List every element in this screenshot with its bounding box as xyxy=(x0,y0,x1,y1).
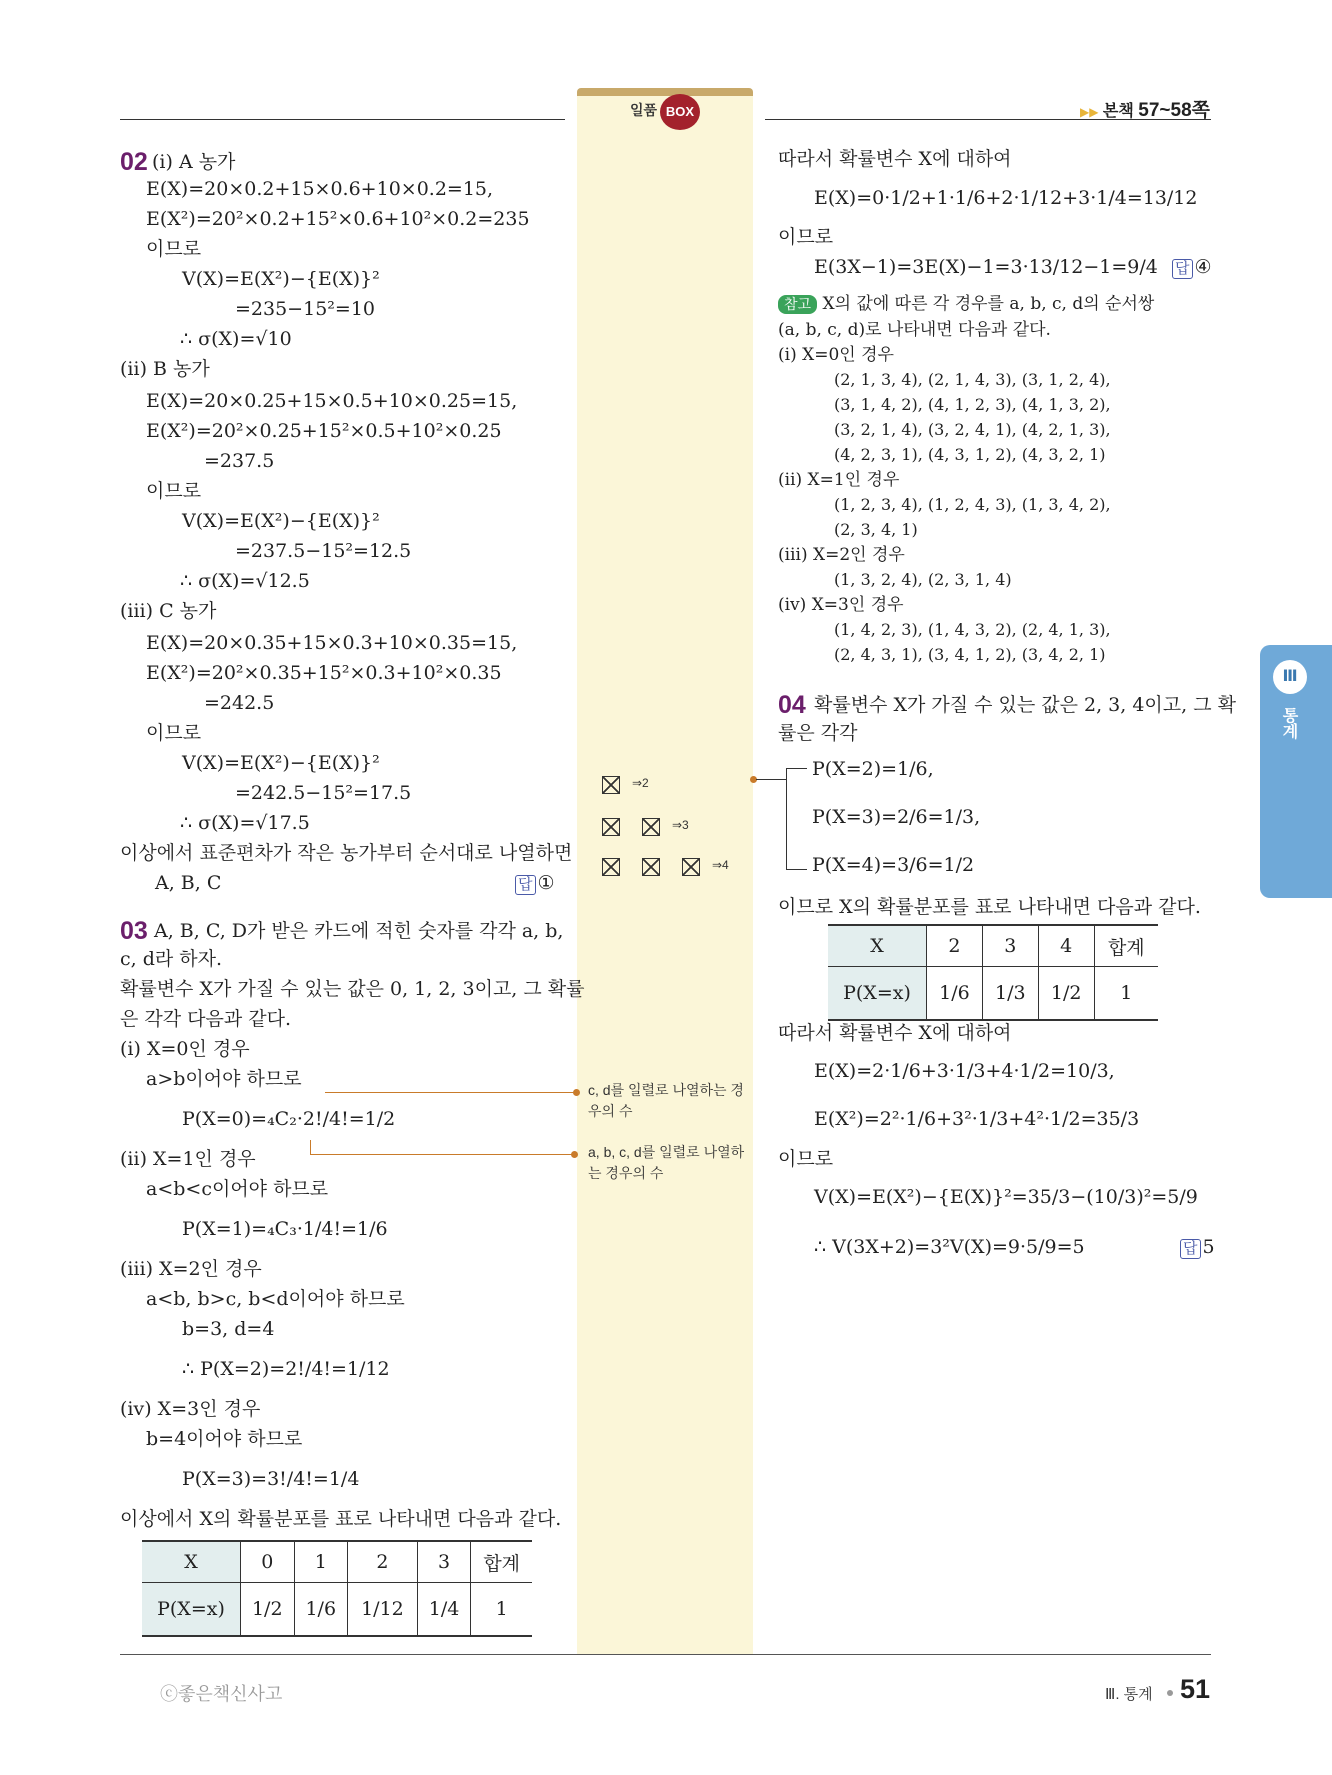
table-cell: 1 xyxy=(1094,967,1158,1021)
q03-case: a>b이어야 하므로 xyxy=(146,1068,302,1090)
bracket xyxy=(786,768,807,870)
q03-case: (ⅰ) X=0인 경우 xyxy=(120,1038,250,1060)
q02-line: (ⅰ) A 농가 xyxy=(152,151,236,173)
chapter-tab-label: 통계 xyxy=(1280,707,1297,739)
crossed-box-icon xyxy=(602,776,620,794)
play-arrows-icon: ▶▶ xyxy=(1080,105,1099,119)
note-line: (4, 2, 3, 1), (4, 3, 1, 2), (4, 3, 2, 1) xyxy=(834,445,1106,464)
leader-dot xyxy=(571,1151,578,1158)
q02-answer: 답 ① xyxy=(515,872,555,895)
table-cell: 1/12 xyxy=(348,1583,418,1637)
q03-case: b=3, d=4 xyxy=(182,1318,275,1340)
footer-rule xyxy=(120,1654,1211,1655)
table-cell: P(X=x) xyxy=(828,967,927,1021)
note-line: (ⅰ) X=0인 경우 xyxy=(778,345,894,365)
q02-line: E(X²)=20²×0.25+15²×0.5+10²×0.25 xyxy=(146,420,502,442)
table-cell: X xyxy=(142,1541,241,1583)
table-row xyxy=(142,1583,532,1637)
header-center-label: 일품 xyxy=(630,102,658,118)
case-diagram xyxy=(592,770,752,880)
q02-line: V(X)=E(X²)−{E(X)}² xyxy=(182,510,380,532)
note-line: (1, 2, 3, 4), (1, 2, 4, 3), (1, 3, 4, 2), xyxy=(834,495,1111,514)
question-number-03: 03 xyxy=(120,917,148,945)
bracket-line xyxy=(756,779,786,780)
q02-line: 이므로 xyxy=(146,238,202,260)
q02-line: E(X²)=20²×0.2+15²×0.6+10²×0.2=235 xyxy=(146,208,530,230)
note-line: (3, 1, 4, 2), (4, 1, 2, 3), (4, 1, 3, 2), xyxy=(834,395,1111,414)
table-cell: 0 xyxy=(241,1541,295,1583)
q04-intro: 률은 각각 xyxy=(778,722,858,744)
leader-dot xyxy=(573,1089,580,1096)
table-cell: 1/6 xyxy=(927,967,983,1021)
q04-answer: 답 5 xyxy=(1180,1236,1215,1259)
q03-case: (ⅳ) X=3인 경우 xyxy=(120,1398,261,1420)
right-line: 이므로 xyxy=(778,226,834,248)
q02-line: A, B, C xyxy=(155,872,222,894)
q02-line: 이므로 xyxy=(146,722,202,744)
q04-after: 이므로 X의 확률분포를 표로 나타내면 다음과 같다. xyxy=(778,896,1201,918)
q03-case: (ⅱ) X=1인 경우 xyxy=(120,1148,256,1170)
table-cell: 1/4 xyxy=(417,1583,471,1637)
answer-badge-icon: 답 xyxy=(1180,1239,1201,1259)
note-line: (2, 3, 4, 1) xyxy=(834,520,918,539)
q02-line: V(X)=E(X²)−{E(X)}² xyxy=(182,268,380,290)
q02-line: E(X)=20×0.2+15×0.6+10×0.2=15, xyxy=(146,178,494,200)
q03-case: a<b, b>c, b<d이어야 하므로 xyxy=(146,1288,405,1310)
question-number-02: 02 xyxy=(120,148,148,176)
chapter-roman-badge: Ⅲ xyxy=(1273,660,1307,694)
copyright: ⓒ좋은책신사고 xyxy=(160,1684,283,1704)
q03-intro: 은 각각 다음과 같다. xyxy=(120,1008,291,1030)
q04-calc: V(X)=E(X²)−{E(X)}²=35/3−(10/3)²=5/9 xyxy=(814,1186,1198,1208)
q02-line: =242.5 xyxy=(204,692,275,714)
diagram-arrow: ⇒4 xyxy=(712,858,729,872)
footer-separator-icon xyxy=(1167,1690,1173,1696)
note-line: (ⅱ) X=1인 경우 xyxy=(778,470,900,490)
chapter-side-tab xyxy=(1260,645,1332,898)
answer-badge-icon: 답 xyxy=(1172,259,1193,279)
q03-case: P(X=3)=3!/4!=1/4 xyxy=(182,1468,360,1490)
q03-case: P(X=1)=₄C₃·1/4!=1/6 xyxy=(182,1218,388,1240)
note-line: (3, 2, 1, 4), (3, 2, 4, 1), (4, 2, 1, 3), xyxy=(834,420,1111,439)
q02-line: (ⅱ) B 농가 xyxy=(120,358,210,380)
q02-line: =235−15²=10 xyxy=(235,298,375,320)
note-line: (1, 4, 2, 3), (1, 4, 3, 2), (2, 4, 1, 3), xyxy=(834,620,1111,639)
table-cell: 4 xyxy=(1038,925,1094,967)
q03-case: (ⅲ) X=2인 경우 xyxy=(120,1258,262,1280)
page-number: 51 xyxy=(1180,1674,1211,1704)
q03-intro: A, B, C, D가 받은 카드에 적힌 숫자를 각각 a, b, xyxy=(154,920,564,942)
q02-line: ∴ σ(X)=√12.5 xyxy=(180,570,310,592)
table-cell: 2 xyxy=(927,925,983,967)
side-note-1: c, d를 일렬로 나열하는 경우의 수 xyxy=(588,1082,744,1119)
note-line: (ⅳ) X=3인 경우 xyxy=(778,595,904,615)
leader-line xyxy=(325,1092,577,1093)
q02-line: E(X²)=20²×0.35+15²×0.3+10²×0.35 xyxy=(146,662,502,684)
table-cell: 3 xyxy=(417,1541,471,1583)
q04-intro: 확률변수 X가 가질 수 있는 값은 2, 3, 4이고, 그 확 xyxy=(814,694,1236,716)
q02-line: ∴ σ(X)=√10 xyxy=(180,328,292,350)
leader-line xyxy=(310,1140,311,1154)
right-line: E(3X−1)=3E(X)−1=3·13/12−1=9/4 xyxy=(814,256,1158,278)
q02-line: (ⅲ) C 농가 xyxy=(120,600,217,622)
note-line: (ⅲ) X=2인 경우 xyxy=(778,545,905,565)
question-number-04: 04 xyxy=(778,691,806,719)
table-cell: 합계 xyxy=(471,1541,532,1583)
table-cell: 1 xyxy=(294,1541,348,1583)
crossed-box-icon xyxy=(642,818,660,836)
q03-case: 이상에서 X의 확률분포를 표로 나타내면 다음과 같다. xyxy=(120,1508,562,1530)
box-badge: BOX xyxy=(660,94,700,130)
table-row xyxy=(142,1541,532,1583)
q04-calc: E(X)=2·1/6+3·1/3+4·1/2=10/3, xyxy=(814,1060,1115,1082)
q02-line: =237.5 xyxy=(204,450,275,472)
table-cell: 1/2 xyxy=(241,1583,295,1637)
q03-case: a<b<c이어야 하므로 xyxy=(146,1178,329,1200)
side-note-column-cap xyxy=(577,88,753,96)
note-header xyxy=(778,294,1154,314)
table-cell: P(X=x) xyxy=(142,1583,241,1637)
diagram-arrow: ⇒2 xyxy=(632,776,649,790)
table-cell: 3 xyxy=(982,925,1038,967)
q04-calc: E(X²)=2²·1/6+3²·1/3+4²·1/2=35/3 xyxy=(814,1108,1140,1130)
table-cell: 1/6 xyxy=(294,1583,348,1637)
q04-prob: P(X=2)=1/6, xyxy=(812,758,934,780)
q02-line: 이므로 xyxy=(146,480,202,502)
q02-line: =242.5−15²=17.5 xyxy=(235,782,412,804)
q02-line: V(X)=E(X²)−{E(X)}² xyxy=(182,752,380,774)
note-line: (2, 1, 3, 4), (2, 1, 4, 3), (3, 1, 2, 4), xyxy=(834,370,1111,389)
table-cell: 1/3 xyxy=(982,967,1038,1021)
ref-pages: 57~58쪽 xyxy=(1138,100,1211,121)
table-cell: 2 xyxy=(348,1541,418,1583)
q04-prob: P(X=3)=2/6=1/3, xyxy=(812,806,981,828)
table-cell: X xyxy=(828,925,927,967)
diagram-arrow: ⇒3 xyxy=(672,818,689,832)
right-line: E(X)=0·1/2+1·1/6+2·1/12+3·1/4=13/12 xyxy=(814,187,1198,209)
right-line: 따라서 확률변수 X에 대하여 xyxy=(778,148,1012,170)
q03-intro: 확률변수 X가 가질 수 있는 값은 0, 1, 2, 3이고, 그 확률 xyxy=(120,978,585,1000)
leader-line xyxy=(310,1154,575,1155)
note-line: (a, b, c, d)로 나타내면 다음과 같다. xyxy=(778,320,1051,340)
table-row xyxy=(828,967,1158,1021)
note-line: (2, 4, 3, 1), (3, 4, 1, 2), (3, 4, 2, 1) xyxy=(834,645,1106,664)
q03-case: ∴ P(X=2)=2!/4!=1/12 xyxy=(182,1358,390,1380)
note-line: X의 값에 따른 각 경우를 a, b, c, d의 순서쌍 xyxy=(822,294,1155,314)
note-badge: 참고 xyxy=(778,295,817,314)
q04-prob: P(X=4)=3/6=1/2 xyxy=(812,854,975,876)
table-cell: 1 xyxy=(471,1583,532,1637)
q02-line: =237.5−15²=12.5 xyxy=(235,540,412,562)
crossed-box-icon xyxy=(642,858,660,876)
q03-intro: c, d라 하자. xyxy=(120,948,223,970)
footer-chapter: Ⅲ. 통계 xyxy=(1105,1686,1153,1703)
page-reference xyxy=(1080,95,1210,122)
crossed-box-icon xyxy=(602,818,620,836)
table-row xyxy=(828,925,1158,967)
q03-case: P(X=0)=₄C₂·2!/4!=1/2 xyxy=(182,1108,396,1130)
side-note-2: a, b, c, d를 일렬로 나열하는 경우의 수 xyxy=(588,1144,745,1181)
q02-line: E(X)=20×0.35+15×0.3+10×0.35=15, xyxy=(146,632,518,654)
q02-line: 이상에서 표준편차가 작은 농가부터 순서대로 나열하면 xyxy=(120,842,573,864)
header-rule-left xyxy=(120,119,565,120)
table-cell: 1/2 xyxy=(1038,967,1094,1021)
q02-line: ∴ σ(X)=√17.5 xyxy=(180,812,310,834)
ref-prefix: 본책 xyxy=(1102,103,1134,120)
q04-calc: 따라서 확률변수 X에 대하여 xyxy=(778,1022,1012,1044)
table-cell: 합계 xyxy=(1094,925,1158,967)
q04-calc: ∴ V(3X+2)=3²V(X)=9·5/9=5 xyxy=(814,1236,1085,1258)
q03-distribution-table xyxy=(142,1540,532,1637)
q03-case: b=4이어야 하므로 xyxy=(146,1428,303,1450)
crossed-box-icon xyxy=(602,858,620,876)
note-line: (1, 3, 2, 4), (2, 3, 1, 4) xyxy=(834,570,1012,589)
q04-distribution-table xyxy=(828,924,1158,1021)
answer-badge-icon: 답 xyxy=(515,875,536,895)
q02-line: E(X)=20×0.25+15×0.5+10×0.25=15, xyxy=(146,390,518,412)
q04-calc: 이므로 xyxy=(778,1148,834,1170)
right-answer: 답 ④ xyxy=(1172,256,1212,279)
crossed-box-icon xyxy=(682,858,700,876)
